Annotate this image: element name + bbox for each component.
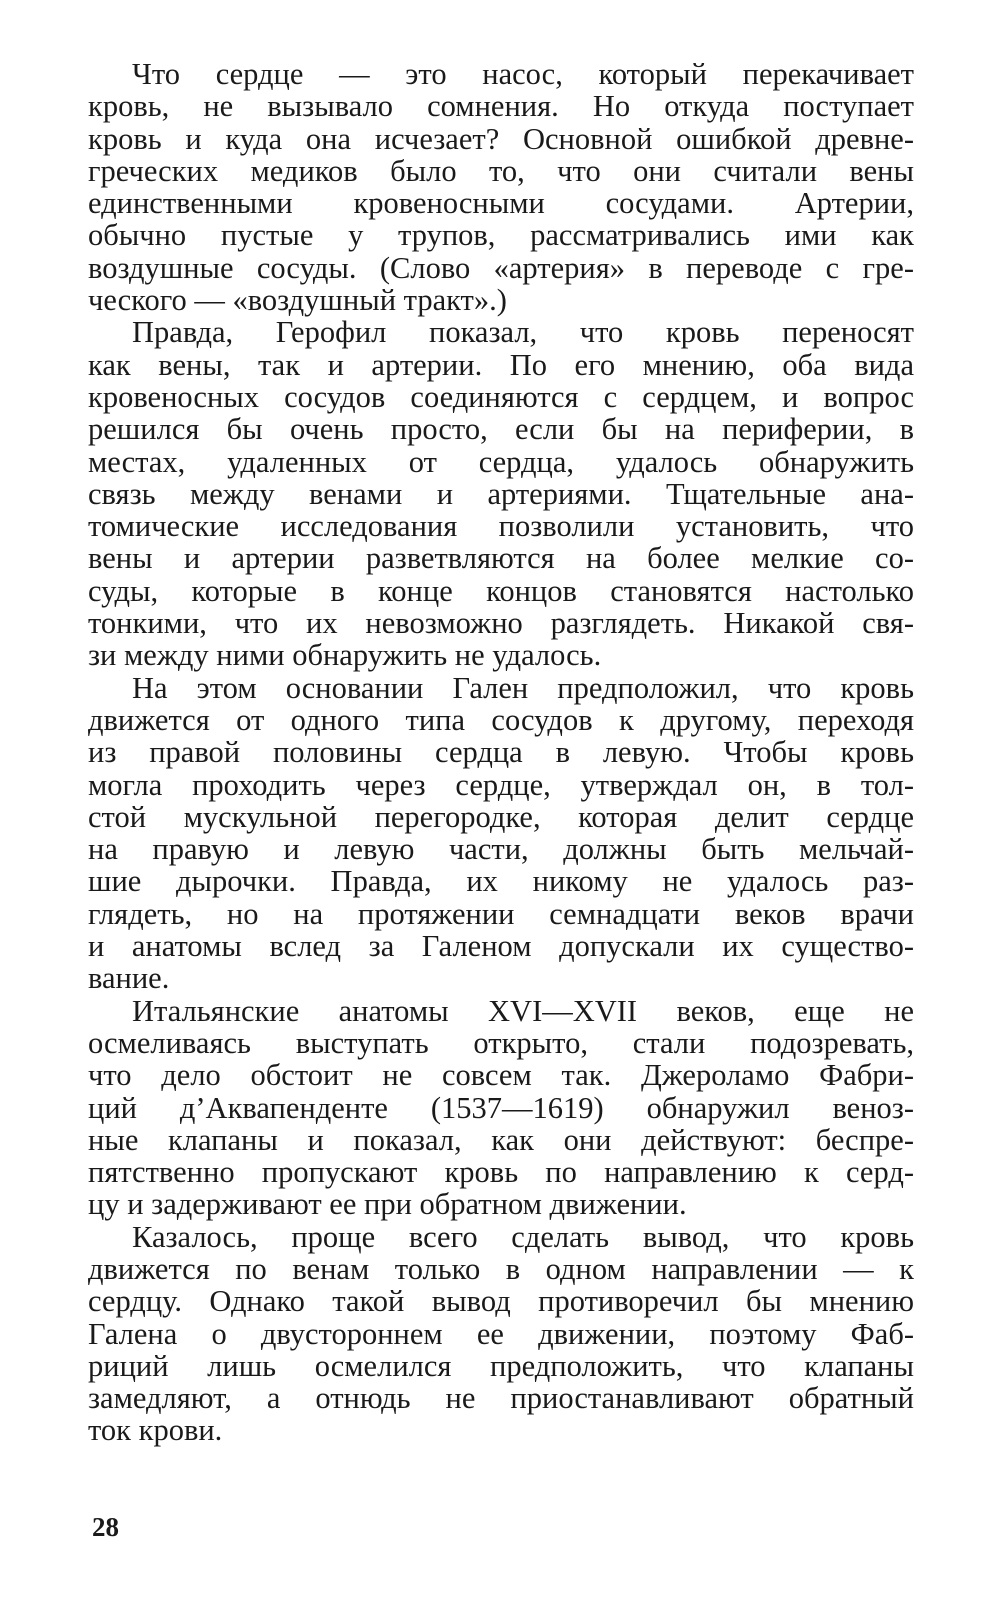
text-line: Что сердце — это насос, который перекачивает	[132, 57, 914, 91]
paragraph	[88, 58, 914, 316]
text-line: вены и артерии разветвляются на более мелкие со-	[88, 541, 914, 576]
text-line: замедляют, а отнюдь не приостанавливают обратный	[88, 1381, 914, 1416]
text-line: сердцу. Однако такой вывод противоречил бы мнению	[88, 1284, 914, 1319]
text-line: зи между ними обнаружить не удалось.	[88, 638, 602, 673]
text-line: Галена о двустороннем ее движении, поэтому Фаб-	[88, 1316, 914, 1351]
text-line: что дело обстоит не совсем так. Джероламо Фабри-	[88, 1058, 914, 1093]
text-line: Казалось, проще всего сделать вывод, что кровь	[132, 1219, 914, 1254]
paragraph	[88, 672, 914, 995]
text-line: цу и задерживают ее при обратном движении.	[88, 1187, 687, 1222]
text-line: движется по венам только в одном направлении — к	[88, 1251, 914, 1286]
text-line: кровь, не вызывало сомнения. Но откуда поступает	[88, 89, 914, 124]
text-line: пятственно пропускают кровь по направлению к серд-	[88, 1155, 914, 1190]
text-line: Итальянские анатомы XVI—XVII веков, еще не	[132, 993, 914, 1028]
text-line: из правой половины сердца в левую. Чтобы кровь	[88, 735, 914, 770]
text-line: движется от одного типа сосудов к другому, переходя	[88, 702, 914, 737]
text-line: осмеливаясь выступать открыто, стали подозревать,	[88, 1025, 914, 1060]
text-line: стой мускульной перегородке, которая делит сердце	[88, 799, 914, 834]
text-line: Правда, Герофил показал, что кровь переносят	[132, 315, 914, 350]
paragraphs-container	[88, 58, 914, 1447]
text-line: как вены, так и артерии. По его мнению, оба вида	[88, 347, 914, 382]
text-line: вание.	[88, 961, 170, 996]
text-line: ные клапаны и показал, как они действуют: беспре-	[88, 1122, 914, 1157]
text-line: кровь и куда она исчезает? Основной ошибкой древне-	[88, 121, 914, 156]
text-line: глядеть, но на протяжении семнадцати веков врачи	[88, 896, 914, 931]
page-text-body	[88, 58, 914, 1447]
text-line: кровеносных сосудов соединяются с сердцем, и вопрос	[88, 379, 914, 414]
text-line: связь между венами и артериями. Тщательные ана-	[88, 476, 914, 511]
text-line: На этом основании Гален предположил, что кровь	[132, 670, 914, 705]
text-line: риций лишь осмелился предположить, что клапаны	[88, 1348, 914, 1383]
text-line: греческих медиков было то, что они считали вены	[88, 153, 914, 188]
text-line: могла проходить через сердце, утверждал он, в тол-	[88, 767, 914, 802]
text-line: решился бы очень просто, если бы на периферии, в	[88, 412, 914, 447]
text-line: обычно пустые у трупов, рассматривались ими как	[88, 218, 914, 253]
text-line: ций д’Аквапенденте (1537—1619) обнаружил венoз-	[88, 1090, 914, 1125]
text-line: шие дырочки. Правда, их никому не удалось раз-	[88, 864, 914, 899]
text-line: на правую и левую части, должны быть мельчай-	[88, 832, 914, 867]
paragraph	[88, 995, 914, 1221]
text-line: ток крови.	[88, 1413, 223, 1448]
paragraph	[88, 1221, 914, 1447]
text-line: местах, удаленных от сердца, удалось обнаружить	[88, 444, 914, 479]
text-line: томические исследования позволили установить, что	[88, 509, 914, 544]
text-line: единственными кровеносными сосудами. Артерии,	[88, 186, 914, 221]
text-line: воздушные сосуды. (Слово «артерия» в переводе с гре-	[88, 250, 914, 285]
text-line: суды, которые в конце концов становятся настолько	[88, 573, 914, 608]
text-line: тонкими, что их невозможно разглядеть. Никакой свя-	[88, 606, 914, 641]
text-line: ческого — «воздушный тракт».)	[88, 283, 507, 318]
page-number: 28	[92, 1512, 119, 1542]
paragraph	[88, 316, 914, 671]
text-line: и анатомы вслед за Галеном допускали их существо-	[88, 929, 914, 964]
